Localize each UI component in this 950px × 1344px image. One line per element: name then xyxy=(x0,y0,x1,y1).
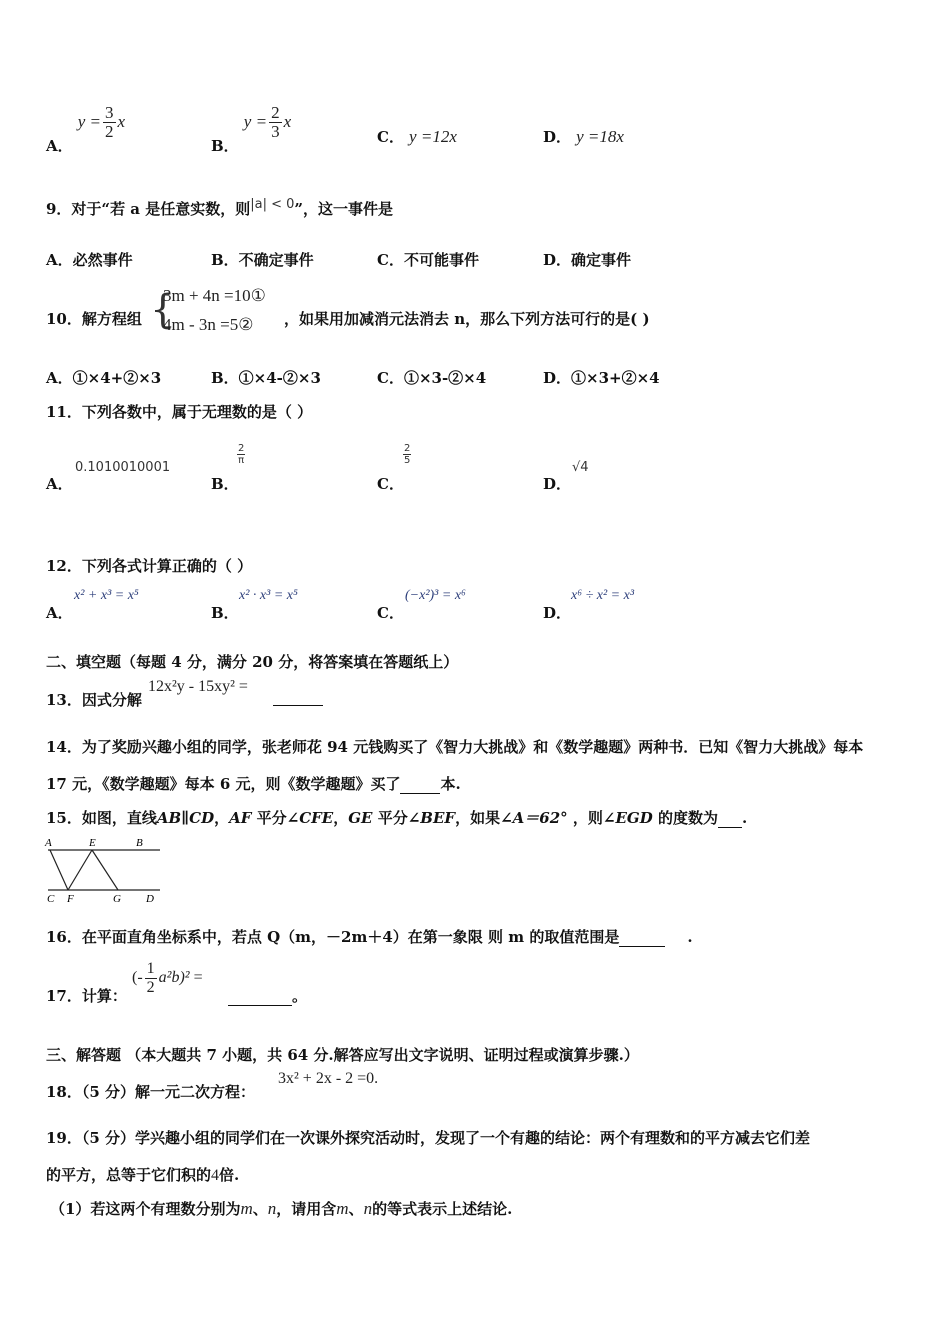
segment-ef xyxy=(68,850,92,890)
q8-option-a xyxy=(46,103,126,155)
q8-a-var: x xyxy=(117,112,126,131)
q10-brace: { xyxy=(150,287,176,333)
q12-d-label: D． xyxy=(543,604,572,622)
q19-line1: 19．（5 分）学兴趣小组的同学们在一次课外探究活动时，发现了一个有趣的结论：两个有理数和的平方减去它们差 xyxy=(46,1129,811,1147)
q19-sub1-sep2: 、 xyxy=(348,1200,364,1218)
q12-stem: 12．下列各式计算正确的（ ） xyxy=(46,557,253,575)
q8-d-label: D． xyxy=(543,128,572,146)
q15-math-7: ∠EGD xyxy=(602,809,653,827)
q17-open: (- xyxy=(132,969,143,987)
q10-stem-after: ，如果用加减消元法消去 n，那么下列方法可行的是( ) xyxy=(284,310,650,328)
q19-sub1-m: m xyxy=(240,1199,253,1218)
q19-sub1-n: n xyxy=(267,1199,277,1218)
q9-stem-math: |a| < 0 xyxy=(250,197,295,212)
q14-line2-before: 17 元，《数学趣题》每本 6 元，则《数学趣题》买了 xyxy=(46,775,401,793)
q19-sub1-m2: m xyxy=(336,1199,349,1218)
label-c: C xyxy=(47,893,55,905)
q8-c-label: C． xyxy=(377,128,404,146)
section2-title: 二、填空题（每题 4 分，满分 20 分，将答案填在答题纸上） xyxy=(46,653,459,671)
q8-a-label: A． xyxy=(46,137,73,155)
q8-c-expr: y =12x xyxy=(409,127,457,146)
q9-option-c: C．不可能事件 xyxy=(377,251,479,269)
section3-title: 三、解答题 （本大题共 7 小题，共 64 分.解答应写出文字说明、证明过程或演算步骤.） xyxy=(46,1046,639,1064)
q12-a-label: A． xyxy=(46,604,73,622)
q12-b-value: x² · x³ = x⁵ xyxy=(239,588,298,603)
label-b: B xyxy=(136,837,143,849)
q19-sub1-n2: n xyxy=(363,1199,373,1218)
segment-eg xyxy=(92,850,118,890)
q19-line2-after: 倍. xyxy=(219,1166,240,1184)
q13-answer-blank[interactable] xyxy=(273,689,323,706)
q9-option-d: D．确定事件 xyxy=(543,251,632,269)
q15-text-6: ，如果 xyxy=(455,809,501,827)
label-g: G xyxy=(113,893,121,905)
label-e: E xyxy=(89,837,96,849)
q15-text-1: 15．如图，直线 xyxy=(46,809,157,827)
q15-text-5: 平分 xyxy=(372,809,408,827)
q19-line2-num: 4 xyxy=(211,1167,220,1184)
q9-option-a: A．必然事件 xyxy=(46,251,133,269)
q8-a-fraction: $\frac{3}{2}$ xyxy=(105,103,114,141)
q9-stem xyxy=(46,198,393,219)
q14-answer-blank[interactable] xyxy=(400,777,440,794)
q11-b-label: B． xyxy=(211,475,239,493)
q12-a-value: x² + x³ = x⁵ xyxy=(74,588,139,603)
q15-math-5: ∠BEF xyxy=(407,809,456,827)
q17-stem: 17．计算： xyxy=(46,987,127,1005)
q19-sub1-sep: 、 xyxy=(252,1200,268,1218)
label-d: D xyxy=(146,893,154,905)
q15-text-4: ， xyxy=(333,809,349,827)
q12-d-value: x⁶ ÷ x² = x³ xyxy=(571,588,635,603)
q17-body: a²b)² xyxy=(158,969,190,987)
q9-option-b: B．不确定事件 xyxy=(211,251,314,269)
segment-af xyxy=(50,850,68,890)
q18-stem: 18．（5 分）解一元二次方程： xyxy=(46,1083,256,1101)
q13-stem: 13．因式分解 xyxy=(46,691,142,709)
q8-option-d xyxy=(543,126,624,147)
q17-expr xyxy=(132,960,203,997)
q14-line2-after: 本. xyxy=(440,775,461,793)
q10-eq2: 4m - 3n =5② xyxy=(163,315,254,334)
q8-b-var: x xyxy=(283,112,292,131)
q9-stem-before: 9．对于“若 a 是任意实数，则 xyxy=(46,200,251,218)
q17-answer-blank[interactable] xyxy=(228,989,292,1006)
q9-stem-after: ”，这一事件是 xyxy=(294,200,394,218)
q13-expr: 12x²y - 15xy² = xyxy=(148,678,248,695)
q15-text-3: 平分 xyxy=(251,809,287,827)
q14-line1: 14．为了奖励兴趣小组的同学，张老师花 94 元钱购买了《智力大挑战》和《数学趣题》两种书．已知《智力大挑战》每本 xyxy=(46,738,864,756)
q15-figure xyxy=(40,834,170,908)
q15-text-end: . xyxy=(741,809,748,827)
label-a: A xyxy=(45,837,52,849)
q15-math-4: GE xyxy=(348,809,373,827)
q11-stem: 11．下列各数中，属于无理数的是（ ） xyxy=(46,403,313,421)
q15-answer-blank[interactable] xyxy=(718,811,742,828)
q17-answer xyxy=(228,985,307,1006)
q15-math-3: ∠CFE xyxy=(286,809,334,827)
q8-b-fraction: $\frac{2}{3}$ xyxy=(271,103,280,141)
q15-math-1: AB∥CD xyxy=(156,809,215,827)
q11-a-value: 0.1010010001 xyxy=(75,460,171,475)
q10-option-d: D．①×3+②×4 xyxy=(543,369,660,387)
q11-b-fraction: $\frac{2}{\pi}$ xyxy=(238,443,245,466)
q10-option-b: B．①×4-②×3 xyxy=(211,369,321,387)
label-f: F xyxy=(67,893,74,905)
q15-math-2: AF xyxy=(229,809,252,827)
q17-eq: = xyxy=(193,969,203,987)
q18-expr-text: 3x² + 2x - 2 =0 xyxy=(278,1070,375,1087)
q10-option-a: A．①×4+②×3 xyxy=(46,369,162,387)
q8-b-expr: y = xyxy=(243,112,268,131)
q8-a-expr: y = xyxy=(77,112,102,131)
q8-option-b xyxy=(211,103,292,155)
q16-stem xyxy=(46,926,693,947)
q12-c-value: (−x²)³ = x⁶ xyxy=(405,588,466,603)
q15-text-8: 的度数为 xyxy=(652,809,718,827)
q18-end: . xyxy=(374,1070,379,1087)
q8-option-c xyxy=(377,126,457,147)
q19-sub1-mid: ，请用含 xyxy=(276,1200,337,1218)
q15-stem xyxy=(46,807,747,828)
q16-text: 16．在平面直角坐标系中，若点 Q（m，－2m＋4）在第一象限 则 m 的取值范围是 xyxy=(46,928,620,946)
q17-fraction: $\frac{1}{2}$ xyxy=(146,960,155,996)
q15-math-6: ∠A＝62° xyxy=(500,809,568,827)
q11-a-label: A． xyxy=(46,475,73,493)
q10-eq1: 3m + 4n =10① xyxy=(163,286,266,305)
q11-d-value: √4 xyxy=(572,460,589,475)
q15-text-7: ，则 xyxy=(567,809,603,827)
q12-b-label: B． xyxy=(211,604,239,622)
q18-expr xyxy=(278,1070,378,1088)
q16-end: . xyxy=(687,928,693,946)
q14-line2 xyxy=(46,773,461,794)
q11-c-label: C． xyxy=(377,475,404,493)
q11-c-fraction: $\frac{2}{5}$ xyxy=(404,443,411,466)
q12-c-label: C． xyxy=(377,604,404,622)
q16-answer-blank[interactable] xyxy=(619,930,665,947)
q17-end: 。 xyxy=(292,987,308,1005)
q19-sub1-after: 的等式表示上述结论. xyxy=(372,1200,513,1218)
q10-stem-before: 10．解方程组 xyxy=(46,310,142,328)
q19-sub1-before: （1）若这两个有理数分别为 xyxy=(50,1200,241,1218)
q19-line2-before: 的平方，总等于它们积的 xyxy=(46,1166,212,1184)
q10-option-c: C．①×3-②×4 xyxy=(377,369,487,387)
q8-b-label: B． xyxy=(211,137,239,155)
q19-sub1 xyxy=(50,1198,512,1219)
q8-d-expr: y =18x xyxy=(576,127,624,146)
q11-d-label: D． xyxy=(543,475,572,493)
q19-line2 xyxy=(46,1164,239,1185)
q15-text-2: ， xyxy=(214,809,230,827)
